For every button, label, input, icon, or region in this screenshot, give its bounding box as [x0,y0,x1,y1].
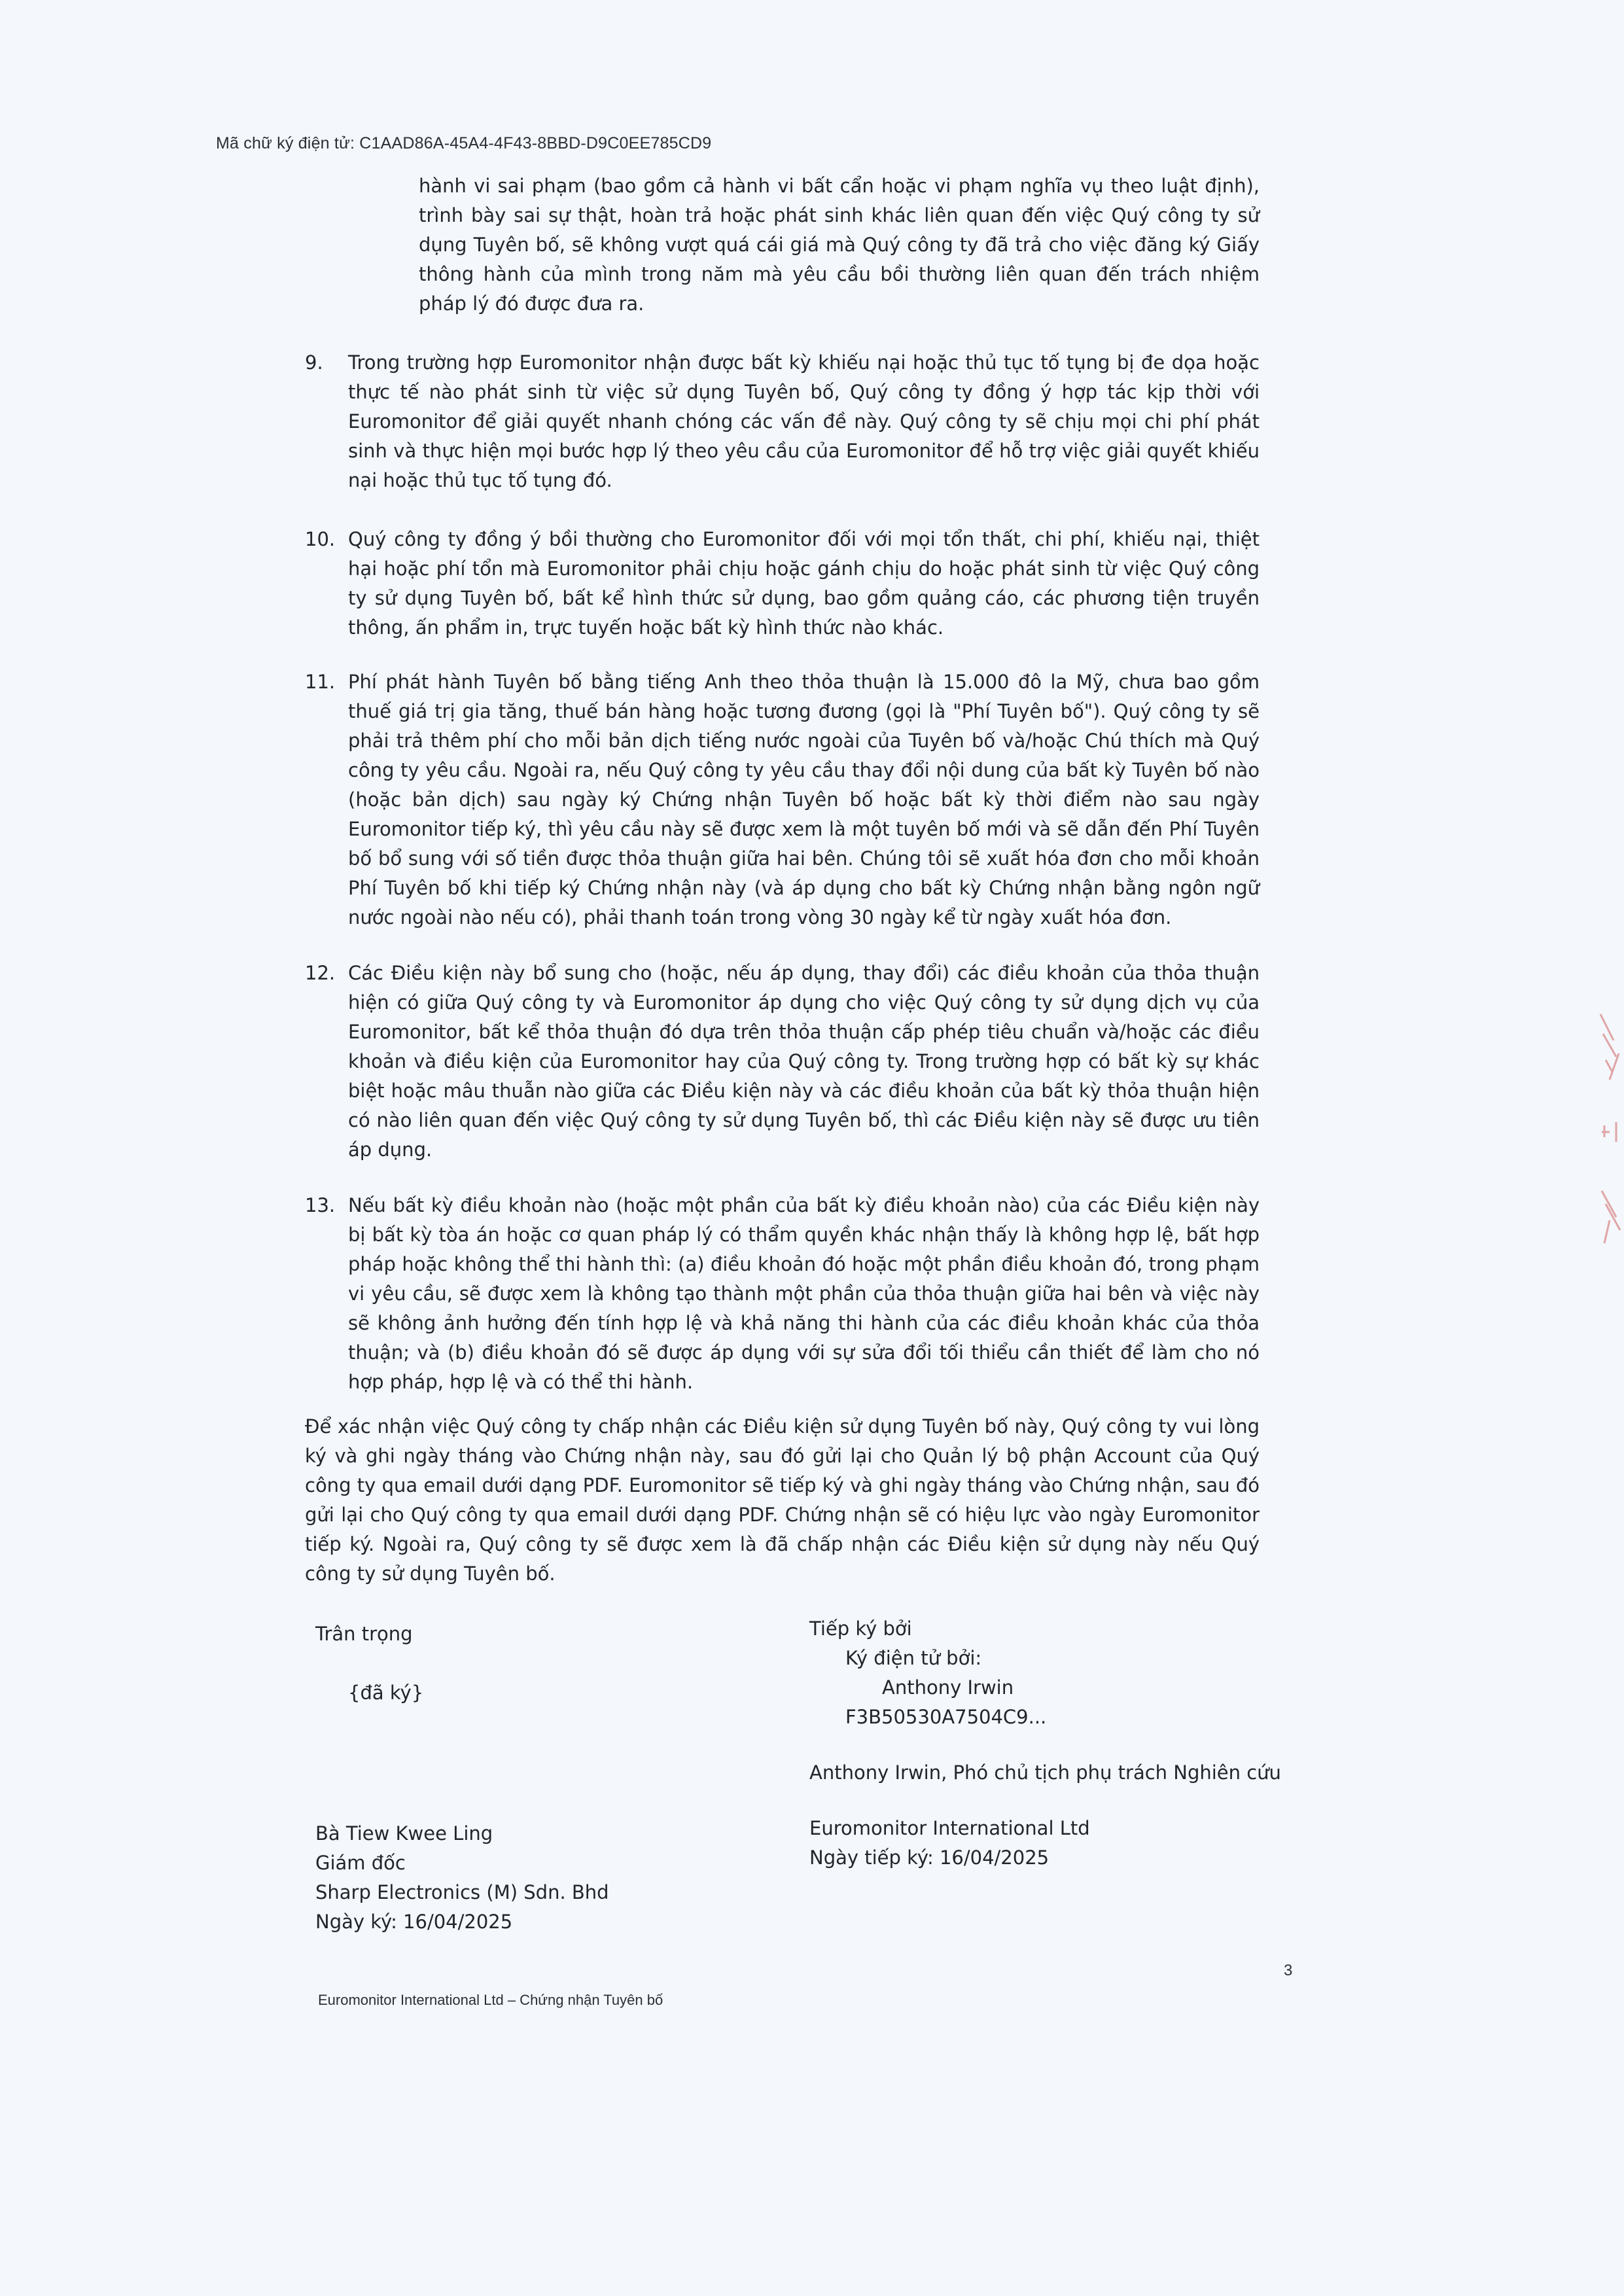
item-text: Các Điều kiện này bổ sung cho (hoặc, nếu áp dụng, thay đổi) các điều khoản của thỏa thuận hiện có giữa Quý công ty và Euromonitor áp dụng cho việc Quý công ty sử dụng dịch vụ của Euromonitor, bất kể thỏa thuận đó dựa trên thỏa thuận cấp phép tiêu chuẩn và/hoặc các điều khoản và điều kiện của Euromonitor hay của Quý công ty. Trong trường hợp có bất kỳ sự khác biệt hoặc mâu thuẫn nào giữa các Điều kiện này và các điều khoản của bất kỳ thỏa thuận hiện có nào liên quan đến việc Quý công ty sử dụng Tuyên bố, thì các Điều kiện này sẽ được ưu tiên áp dụng. [348,962,1260,1161]
signature-hash: F3B50530A7504C9... [845,1706,1047,1728]
item-text: Quý công ty đồng ý bồi thường cho Euromonitor đối với mọi tổn thất, chi phí, khiếu nại, thiệt hại hoặc phí tổn mà Euromonitor phải chịu hoặc gánh chịu do hoặc phát sinh từ việc Quý công ty sử dụng Tuyên bố, bất kể hình thức sử dụng, bao gồm quảng cáo, các phương tiện truyền thông, ấn phẩm in, trực tuyến hoặc bất kỳ hình thức nào khác. [348,528,1260,639]
countersigned-by-label: Tiếp ký bởi [809,1617,912,1640]
item-number: 11. [305,671,336,693]
item-number: 12. [305,962,336,984]
electronic-signature-id: Mã chữ ký điện tử: C1AAD86A-45A4-4F43-8BBD-D9C0EE785CD9 [216,134,712,152]
signed-marker: {đã ký} [348,1682,424,1704]
countersign-date: Ngày tiếp ký: 16/04/2025 [809,1846,1050,1869]
signer-name: Bà Tiew Kwee Ling [315,1822,493,1845]
intro-continuation-paragraph: hành vi sai phạm (bao gồm cả hành vi bất cẩn hoặc vi phạm nghĩa vụ theo luật định), trình bày sai sự thật, hoàn trả hoặc phát sinh khác liên quan đến việc Quý công ty sử dụng Tuyên bố, sẽ không vượt quá cái giá mà Quý công ty đã trả cho việc đăng ký Giấy thông hành của mình trong năm mà yêu cầu bồi thường liên quan đến trách nhiệm pháp lý đó được đưa ra. [419,175,1260,315]
signing-date: Ngày ký: 16/04/2025 [315,1911,513,1933]
signer-company: Sharp Electronics (M) Sdn. Bhd [315,1881,609,1903]
item-text: Phí phát hành Tuyên bố bằng tiếng Anh theo thỏa thuận là 15.000 đô la Mỹ, chưa bao gồm thuế giá trị gia tăng, thuế bán hàng hoặc tương đương (gọi là "Phí Tuyên bố"). Quý công ty sẽ phải trả thêm phí cho mỗi bản dịch tiếng nước ngoài của Tuyên bố và/hoặc Chú thích mà Quý công ty yêu cầu. Ngoài ra, nếu Quý công ty yêu cầu thay đổi nội dung của bất kỳ Tuyên bố nào (hoặc bản dịch) sau ngày ký Chứng nhận Tuyên bố hoặc bất kỳ thời điểm nào sau ngày Euromonitor tiếp ký, thì yêu cầu này sẽ được xem là một tuyên bố mới và sẽ dẫn đến Phí Tuyên bố bổ sung với số tiền được thỏa thuận giữa hai bên. Chúng tôi sẽ xuất hóa đơn cho mỗi khoản Phí Tuyên bố khi tiếp ký Chứng nhận này (và áp dụng cho bất kỳ Chứng nhận bằng ngôn ngữ nước ngoài nào nếu có), phải thanh toán trong vòng 30 ngày kể từ ngày xuất hóa đơn. [348,671,1260,928]
item-text: Nếu bất kỳ điều khoản nào (hoặc một phần của bất kỳ điều khoản nào) của các Điều kiện này bị bất kỳ tòa án hoặc cơ quan pháp lý có thẩm quyền khác nhận thấy là không hợp lệ, bất hợp pháp hoặc không thể thi hành thì: (a) điều khoản đó hoặc một phần điều khoản đó, trong phạm vi yêu cầu, sẽ được xem là không tạo thành một phần của thỏa thuận giữa hai bên và việc này sẽ không ảnh hưởng đến tính hợp lệ và khả năng thi hành của các điều khoản khác của thỏa thuận; và (b) điều khoản đó sẽ được áp dụng với sự sửa đổi tối thiểu cần thiết để làm cho nó hợp pháp, hợp lệ và có thể thi hành. [348,1194,1260,1393]
page-footer: Euromonitor International Ltd – Chứng nhận Tuyên bố [318,1992,663,2008]
item-number: 9. [305,351,323,374]
e-signed-by-label: Ký điện tử bởi: [845,1647,982,1669]
e-signer-name: Anthony Irwin [882,1676,1014,1699]
item-number: 10. [305,528,336,550]
item-number: 13. [305,1194,336,1216]
signer-title: Giám đốc [315,1852,406,1874]
closing-paragraph: Để xác nhận việc Quý công ty chấp nhận các Điều kiện sử dụng Tuyên bố này, Quý công ty vui lòng ký và ghi ngày tháng vào Chứng nhận này, sau đó gửi lại cho Quản lý bộ phận Account của Quý công ty qua email dưới dạng PDF. Euromonitor sẽ tiếp ký và ghi ngày tháng vào Chứng nhận, sau đó gửi lại cho Quý công ty qua email dưới dạng PDF. Chứng nhận sẽ có hiệu lực vào ngày Euromonitor tiếp ký. Ngoài ra, Quý công ty sẽ được xem là đã chấp nhận các Điều kiện sử dụng này nếu Quý công ty sử dụng Tuyên bố. [305,1415,1260,1585]
item-text: Trong trường hợp Euromonitor nhận được bất kỳ khiếu nại hoặc thủ tục tố tụng bị đe dọa hoặc thực tế nào phát sinh từ việc sử dụng Tuyên bố, Quý công ty đồng ý hợp tác kịp thời với Euromonitor để giải quyết nhanh chóng các vấn đề này. Quý công ty sẽ chịu mọi chi phí phát sinh và thực hiện mọi bước hợp lý theo yêu cầu của Euromonitor để hỗ trợ việc giải quyết khiếu nại hoặc thủ tục tố tụng đó. [348,351,1260,491]
countersigner-company: Euromonitor International Ltd [809,1817,1090,1839]
countersigner-name-title: Anthony Irwin, Phó chủ tịch phụ trách Nghiên cứu [809,1761,1281,1784]
salutation: Trân trọng [315,1623,413,1645]
stamp-fragment [1597,995,1624,1256]
page-number: 3 [1284,1962,1293,1979]
